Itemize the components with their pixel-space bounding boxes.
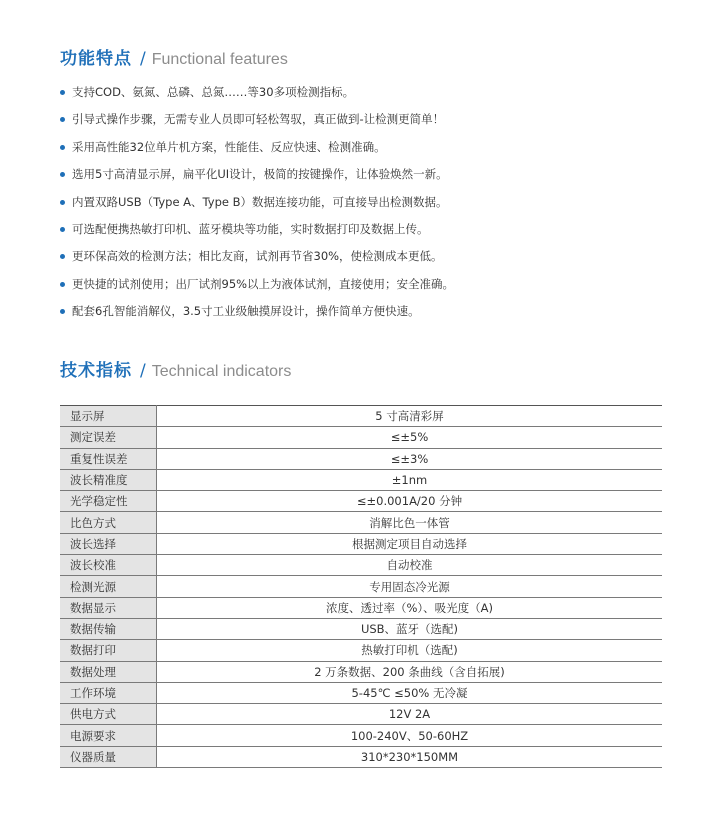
- bullet-dot-icon: [60, 172, 65, 177]
- spec-label: 仪器质量: [60, 746, 157, 767]
- bullet-dot-icon: [60, 145, 65, 150]
- table-row: [60, 469, 662, 490]
- spec-value: 2 万条数据、200 条曲线（含自拓展): [157, 661, 663, 682]
- spec-value: 根据测定项目自动选择: [157, 533, 663, 554]
- table-row: [60, 491, 662, 512]
- bullet-dot-icon: [60, 90, 65, 95]
- table-row: [60, 640, 662, 661]
- specs-title-slash: /: [140, 361, 146, 381]
- spec-label: 数据传输: [60, 618, 157, 639]
- feature-item: [60, 274, 454, 301]
- table-row: [60, 704, 662, 725]
- spec-value: 浓度、透过率（%）、吸光度（A): [157, 597, 663, 618]
- spec-label: 检测光源: [60, 576, 157, 597]
- spec-label: 工作环境: [60, 682, 157, 703]
- feature-text: 引导式操作步骤，无需专业人员即可轻松驾驭，真正做到-让检测更简单！: [72, 112, 445, 127]
- spec-value: 100-240V、50-60HZ: [157, 725, 663, 746]
- feature-text: 内置双路USB（Type A、Type B）数据连接功能，可直接导出检测数据。: [72, 194, 448, 209]
- spec-label: 波长精准度: [60, 469, 157, 490]
- table-row: [60, 682, 662, 703]
- features-title-en: Functional features: [151, 51, 288, 68]
- spec-table: [60, 405, 662, 768]
- feature-item: [60, 137, 454, 164]
- table-row: [60, 618, 662, 639]
- feature-text: 更环保高效的检测方法；相比友商，试剂再节省30%，使检测成本更低。: [72, 249, 443, 264]
- features-title-cn: 功能特点: [60, 49, 132, 69]
- table-row: [60, 406, 662, 427]
- spec-value: ±1nm: [157, 469, 663, 490]
- features-heading: [60, 44, 288, 69]
- feature-text: 更快捷的试剂使用；出厂试剂95%以上为液体试剂，直接使用；安全准确。: [72, 276, 455, 291]
- table-row: [60, 448, 662, 469]
- spec-value: USB、蓝牙（选配): [157, 618, 663, 639]
- spec-value: 5 寸高清彩屏: [157, 406, 663, 427]
- table-row: [60, 746, 662, 767]
- table-row: [60, 427, 662, 448]
- feature-text: 选用5寸高清显示屏，扁平化UI设计，极简的按键操作，让体验焕然一新。: [72, 167, 448, 182]
- spec-value: 310*230*150MM: [157, 746, 663, 767]
- spec-label: 光学稳定性: [60, 491, 157, 512]
- spec-label: 比色方式: [60, 512, 157, 533]
- table-row: [60, 597, 662, 618]
- feature-item: [60, 246, 454, 273]
- spec-value: 消解比色一体管: [157, 512, 663, 533]
- table-row: [60, 725, 662, 746]
- spec-value: ≤±5%: [157, 427, 663, 448]
- spec-value: 自动校准: [157, 555, 663, 576]
- spec-label: 波长选择: [60, 533, 157, 554]
- feature-item: [60, 301, 454, 328]
- feature-item: [60, 109, 454, 136]
- table-row: [60, 512, 662, 533]
- spec-value: 12V 2A: [157, 704, 663, 725]
- spec-value: 专用固态冷光源: [157, 576, 663, 597]
- bullet-dot-icon: [60, 117, 65, 122]
- bullet-dot-icon: [60, 282, 65, 287]
- feature-text: 配套6孔智能消解仪，3.5寸工业级触摸屏设计，操作简单方便快速。: [72, 304, 420, 319]
- features-list: [60, 82, 454, 329]
- feature-text: 采用高性能32位单片机方案，性能佳、反应快速、检测准确。: [72, 139, 386, 154]
- table-row: [60, 533, 662, 554]
- spec-label: 测定误差: [60, 427, 157, 448]
- spec-value: ≤±0.001A/20 分钟: [157, 491, 663, 512]
- spec-value: 热敏打印机（选配): [157, 640, 663, 661]
- feature-item: [60, 164, 454, 191]
- spec-label: 电源要求: [60, 725, 157, 746]
- table-row: [60, 576, 662, 597]
- spec-label: 数据打印: [60, 640, 157, 661]
- spec-label: 重复性误差: [60, 448, 157, 469]
- table-row: [60, 555, 662, 576]
- feature-item: [60, 82, 454, 109]
- feature-text: 可选配便携热敏打印机、蓝牙模块等功能，实时数据打印及数据上传。: [72, 221, 429, 236]
- specs-title-cn: 技术指标: [60, 361, 132, 381]
- spec-label: 波长校准: [60, 555, 157, 576]
- feature-text: 支持COD、氨氮、总磷、总氮……等30多项检测指标。: [72, 85, 355, 99]
- bullet-dot-icon: [60, 227, 65, 232]
- bullet-dot-icon: [60, 309, 65, 314]
- spec-value: 5-45℃ ≤50% 无冷凝: [157, 682, 663, 703]
- spec-value: ≤±3%: [157, 448, 663, 469]
- spec-label: 供电方式: [60, 704, 157, 725]
- features-title-slash: /: [140, 49, 146, 69]
- spec-label: 数据显示: [60, 597, 157, 618]
- spec-label: 显示屏: [60, 406, 157, 427]
- specs-heading: [60, 356, 291, 381]
- specs-title-en: Technical indicators: [151, 363, 292, 380]
- bullet-dot-icon: [60, 200, 65, 205]
- spec-label: 数据处理: [60, 661, 157, 682]
- feature-item: [60, 219, 454, 246]
- feature-item: [60, 192, 454, 219]
- bullet-dot-icon: [60, 254, 65, 259]
- table-row: [60, 661, 662, 682]
